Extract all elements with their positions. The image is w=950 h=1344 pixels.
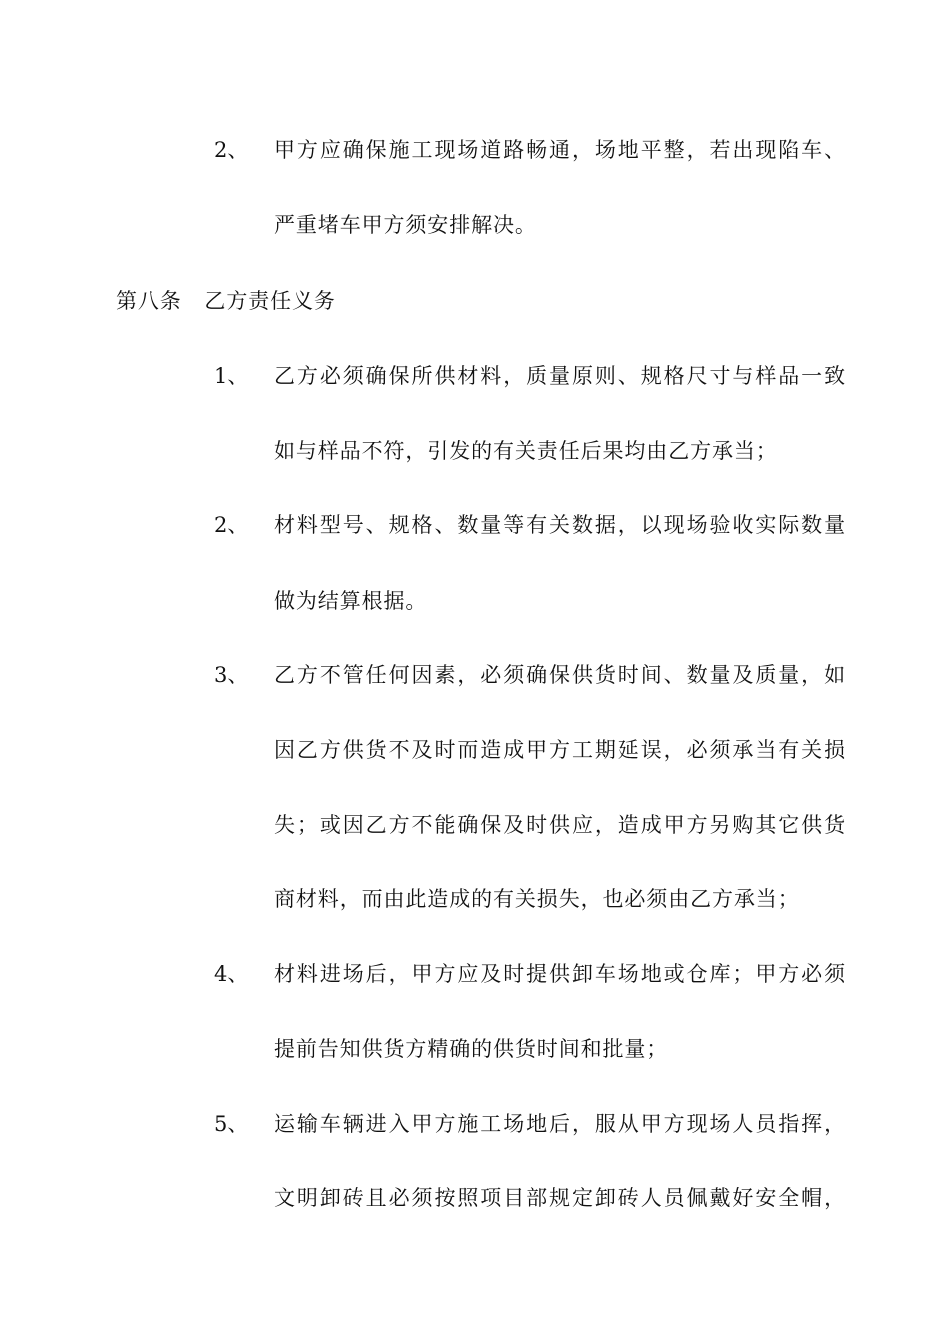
item-text-line: 材料进场后，甲方应及时提供卸车场地或仓库；甲方必须 <box>274 962 846 986</box>
item-text-line: 运输车辆进入甲方施工场地后，服从甲方现场人员指挥， <box>274 1112 846 1136</box>
item-text-line: 材料型号、规格、数量等有关数据，以现场验收实际数量 <box>274 513 846 537</box>
item-text-line: 提前告知供货方精确的供货时间和批量； <box>274 1037 669 1061</box>
item-text-line: 做为结算根据。 <box>274 589 428 613</box>
item-text-line: 文明卸砖且必须按照项目部规定卸砖人员佩戴好安全帽， <box>274 1186 846 1210</box>
item-text-line: 乙方不管任何因素，必须确保供货时间、数量及质量，如 <box>274 663 846 687</box>
item-number: 1、 <box>214 364 249 388</box>
item-number: 2、 <box>214 138 249 162</box>
article-heading: 第八条 乙方责任义务 <box>116 289 336 313</box>
item-text-line: 严重堵车甲方须安排解决。 <box>274 213 537 237</box>
item-text-line: 因乙方供货不及时而造成甲方工期延误，必须承当有关损 <box>274 738 846 762</box>
item-number: 4、 <box>214 962 249 986</box>
item-text-line: 如与样品不符，引发的有关责任后果均由乙方承当； <box>274 439 778 463</box>
item-text-line: 失；或因乙方不能确保及时供应，造成甲方另购其它供货 <box>274 813 846 837</box>
item-text-line: 乙方必须确保所供材料，质量原则、规格尺寸与样品一致 <box>274 364 846 388</box>
item-text-line: 甲方应确保施工现场道路畅通，场地平整，若出现陷车、 <box>274 138 846 162</box>
item-number: 2、 <box>214 513 249 537</box>
item-text-line: 商材料，而由此造成的有关损失，也必须由乙方承当； <box>274 887 800 911</box>
item-number: 5、 <box>214 1112 249 1136</box>
item-number: 3、 <box>214 663 249 687</box>
